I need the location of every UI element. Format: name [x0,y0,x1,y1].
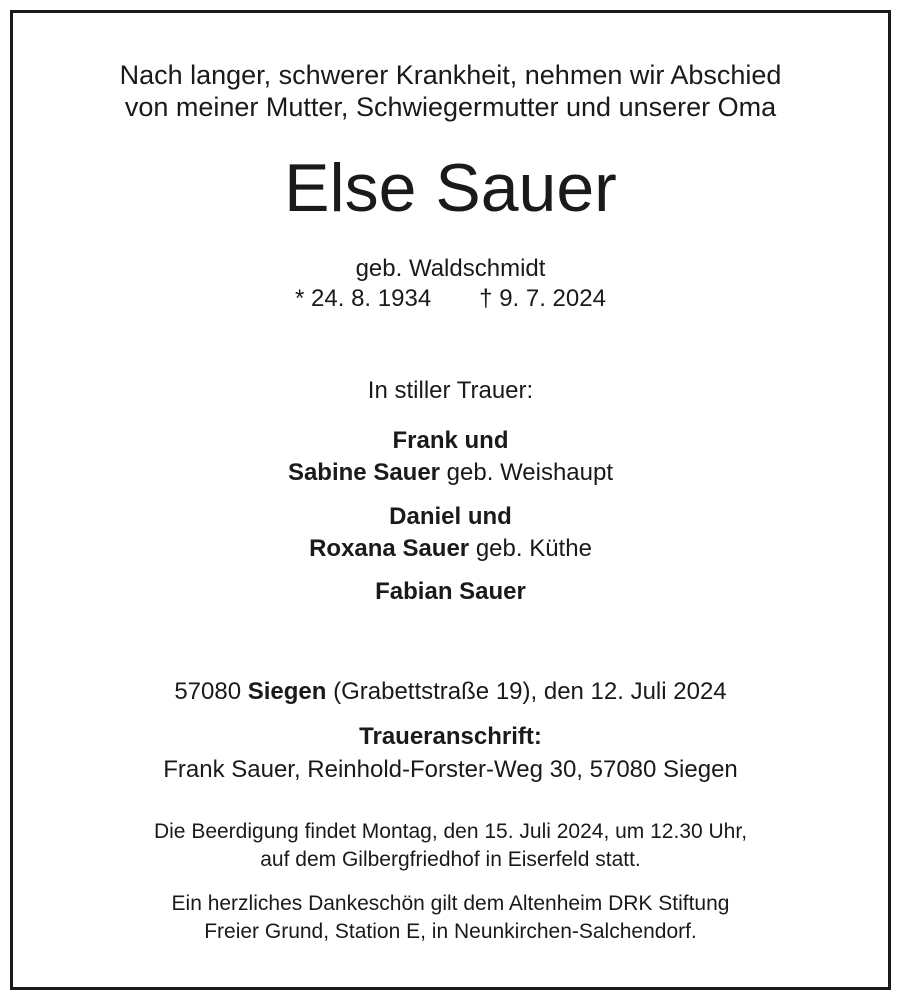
address-heading-text: Traueranschrift: [359,723,542,750]
mourning-heading: In stiller Trauer: [367,377,534,404]
birth-date: * 24. 8. 1934 [295,285,432,312]
family-name: Sabine Sauer [287,459,441,486]
obituary-notice [10,10,891,990]
intro-line-1: Nach langer, schwerer Krankheit, nehmen wir Abschied [119,60,782,90]
thanks-line-1: Ein herzliches Dankeschön gilt dem Altenheim DRK Stiftung [171,892,730,915]
place-date-rest: (Grabettstraße 19), den 12. Juli 2024 [326,678,727,705]
family-member [13,534,888,564]
funeral-line-2: auf dem Gilbergfriedhof in Eiserfeld statt. [260,848,641,871]
family-member [13,577,888,607]
deceased-name: Else Sauer [284,150,617,226]
address-heading [13,722,888,752]
place-and-date [13,677,888,707]
life-dates [13,284,888,314]
thanks-line-2: Freier Grund, Station E, in Neunkirchen-Salchendorf. [204,920,697,943]
birth-name: geb. Waldschmidt [355,255,546,282]
funeral-line-1: Die Beerdigung findet Montag, den 15. Juli 2024, um 12.30 Uhr, [153,820,748,843]
family-name: Fabian Sauer [375,578,526,605]
family-name: Frank und [392,427,509,454]
family-detail: geb. Küthe [469,535,592,562]
family-detail: geb. Weishaupt [440,459,614,486]
mourning-address: Frank Sauer, Reinhold-Forster-Weg 30, 57080 Siegen [163,756,738,783]
family-member [13,458,888,488]
intro-line-2: von meiner Mutter, Schwiegermutter und unserer Oma [124,92,777,122]
family-member [13,502,888,532]
city: Siegen [247,678,327,705]
family-name: Daniel und [389,503,512,530]
family-member [13,426,888,456]
postcode: 57080 [174,678,248,705]
death-date: † 9. 7. 2024 [479,285,606,312]
family-name: Roxana Sauer [309,535,470,562]
